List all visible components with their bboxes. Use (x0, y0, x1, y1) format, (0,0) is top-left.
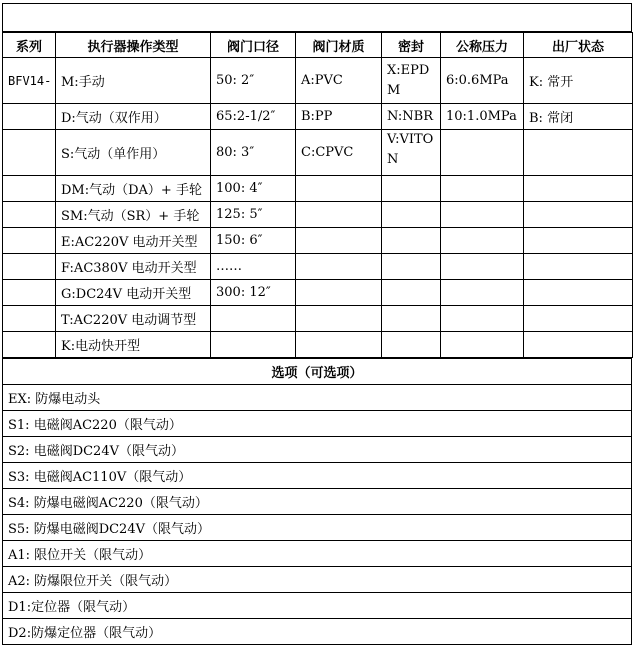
seal-cell (382, 176, 441, 202)
list-item (3, 619, 632, 645)
status-cell (524, 130, 633, 176)
option-s3: S3: 电磁阀AC110V（限气动） (3, 463, 632, 489)
size-cell (211, 332, 296, 358)
operation-cell: S:气动（单作用） (56, 130, 211, 176)
operation-cell: G:DC24V 电动开关型 (56, 280, 211, 306)
size-cell: 65:2-1/2″ (211, 104, 296, 130)
header-operation-type: 执行器操作类型 (56, 33, 211, 58)
size-cell: 80: 3″ (211, 130, 296, 176)
header-row (3, 33, 633, 58)
pressure-cell (441, 280, 524, 306)
series-cell (3, 332, 56, 358)
material-cell (296, 254, 382, 280)
pressure-cell (441, 130, 524, 176)
table-row (3, 104, 633, 130)
status-cell (524, 176, 633, 202)
spec-table (2, 32, 633, 358)
series-cell (3, 176, 56, 202)
seal-cell: V:VITON (382, 130, 441, 176)
pressure-cell (441, 228, 524, 254)
list-item (3, 593, 632, 619)
pressure-cell: 6:0.6MPa (441, 58, 524, 104)
option-ex: EX: 防爆电动头 (3, 385, 632, 411)
option-s5: S5: 防爆电磁阀DC24V（限气动） (3, 515, 632, 541)
options-title-row (3, 359, 632, 385)
options-table (2, 358, 632, 645)
table-row (3, 176, 633, 202)
operation-cell: K:电动快开型 (56, 332, 211, 358)
list-item (3, 567, 632, 593)
pressure-cell (441, 306, 524, 332)
option-a2: A2: 防爆限位开关（限气动） (3, 567, 632, 593)
status-cell (524, 202, 633, 228)
header-valve-material: 阀门材质 (296, 33, 382, 58)
status-cell: B: 常闭 (524, 104, 633, 130)
material-cell (296, 202, 382, 228)
table-row (3, 280, 633, 306)
spec-sheet (2, 3, 632, 645)
material-cell: B:PP (296, 104, 382, 130)
size-cell: 100: 4″ (211, 176, 296, 202)
option-a1: A1: 限位开关（限气动） (3, 541, 632, 567)
material-cell: C:CPVC (296, 130, 382, 176)
material-cell (296, 176, 382, 202)
series-cell (3, 254, 56, 280)
series-cell (3, 280, 56, 306)
size-cell: …… (211, 254, 296, 280)
operation-cell: T:AC220V 电动调节型 (56, 306, 211, 332)
pressure-cell (441, 254, 524, 280)
table-row (3, 58, 633, 104)
pressure-cell: 10:1.0MPa (441, 104, 524, 130)
status-cell (524, 332, 633, 358)
status-cell (524, 254, 633, 280)
series-cell (3, 104, 56, 130)
series-cell: BFV14- (3, 58, 56, 104)
series-cell (3, 306, 56, 332)
option-s4: S4: 防爆电磁阀AC220（限气动） (3, 489, 632, 515)
header-valve-size: 阀门口径 (211, 33, 296, 58)
operation-cell: SM:气动（SR）+ 手轮 (56, 202, 211, 228)
status-cell (524, 228, 633, 254)
pressure-cell (441, 332, 524, 358)
size-cell: 150: 6″ (211, 228, 296, 254)
size-cell (211, 306, 296, 332)
material-cell (296, 306, 382, 332)
table-row (3, 332, 633, 358)
operation-cell: E:AC220V 电动开关型 (56, 228, 211, 254)
status-cell (524, 280, 633, 306)
table-row (3, 202, 633, 228)
status-cell (524, 306, 633, 332)
list-item (3, 437, 632, 463)
seal-cell (382, 254, 441, 280)
operation-cell: D:气动（双作用） (56, 104, 211, 130)
option-s1: S1: 电磁阀AC220（限气动） (3, 411, 632, 437)
options-title: 选项（可选项） (3, 359, 632, 385)
size-cell: 50: 2″ (211, 58, 296, 104)
seal-cell (382, 306, 441, 332)
seal-cell: N:NBR (382, 104, 441, 130)
seal-cell (382, 280, 441, 306)
list-item (3, 489, 632, 515)
series-cell (3, 202, 56, 228)
pressure-cell (441, 176, 524, 202)
operation-cell: DM:气动（DA）+ 手轮 (56, 176, 211, 202)
size-cell: 300: 12″ (211, 280, 296, 306)
list-item (3, 411, 632, 437)
title-bar (2, 3, 632, 32)
seal-cell (382, 202, 441, 228)
header-factory-status: 出厂状态 (524, 33, 633, 58)
status-cell: K: 常开 (524, 58, 633, 104)
operation-cell: F:AC380V 电动开关型 (56, 254, 211, 280)
material-cell (296, 332, 382, 358)
pressure-cell (441, 202, 524, 228)
seal-cell (382, 332, 441, 358)
table-row (3, 306, 633, 332)
size-cell: 125: 5″ (211, 202, 296, 228)
list-item (3, 463, 632, 489)
series-cell (3, 130, 56, 176)
material-cell (296, 280, 382, 306)
material-cell (296, 228, 382, 254)
option-d2: D2:防爆定位器（限气动） (3, 619, 632, 645)
series-cell (3, 228, 56, 254)
seal-cell (382, 228, 441, 254)
operation-cell: M:手动 (56, 58, 211, 104)
list-item (3, 541, 632, 567)
material-cell: A:PVC (296, 58, 382, 104)
table-row (3, 254, 633, 280)
table-row (3, 228, 633, 254)
list-item (3, 515, 632, 541)
option-s2: S2: 电磁阀DC24V（限气动） (3, 437, 632, 463)
table-row (3, 130, 633, 176)
header-series: 系列 (3, 33, 56, 58)
header-nominal-pressure: 公称压力 (441, 33, 524, 58)
title-cell (3, 4, 632, 32)
option-d1: D1:定位器（限气动） (3, 593, 632, 619)
list-item (3, 385, 632, 411)
header-seal: 密封 (382, 33, 441, 58)
seal-cell: X:EPDM (382, 58, 441, 104)
